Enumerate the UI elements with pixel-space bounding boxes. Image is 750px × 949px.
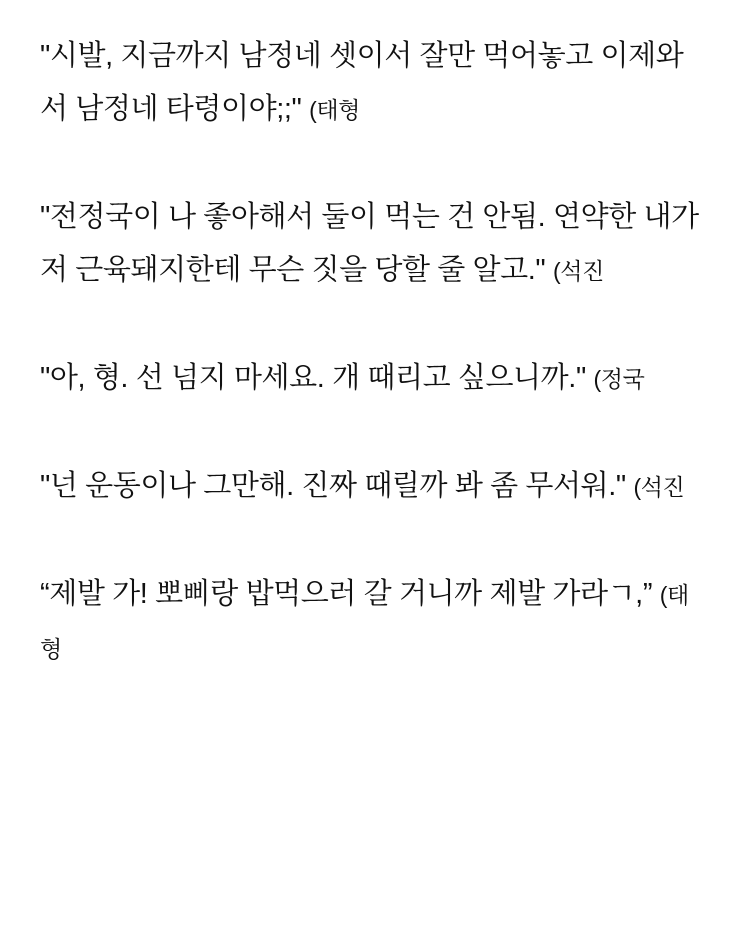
dialogue-quote: “제발 가! 뽀삐랑 밥먹으러 갈 거니까 제발 가라ㄱ,” <box>40 578 653 610</box>
dialogue-quote: "아, 형. 선 넘지 마세요. 개 때리고 싶으니까." <box>40 362 586 394</box>
dialogue-paragraph <box>40 568 710 676</box>
dialogue-paragraph <box>40 352 710 406</box>
dialogue-paragraph <box>40 191 710 298</box>
dialogue-quote: "시발, 지금까지 남정네 셋이서 잘만 먹어놓고 이제와서 남정네 타령이야;;" <box>40 40 684 125</box>
speaker-attribution: (정국 <box>593 366 645 392</box>
speaker-attribution: (석진 <box>553 258 604 284</box>
speaker-attribution: (석진 <box>633 474 685 500</box>
dialogue-quote: "넌 운동이나 그만해. 진짜 때릴까 봐 좀 무서워." <box>40 470 626 502</box>
dialogue-paragraph <box>40 30 710 137</box>
speaker-attribution: (태형 <box>309 97 361 123</box>
dialogue-paragraph <box>40 460 710 514</box>
dialogue-quote: "전정국이 나 좋아해서 둘이 먹는 건 안됨. 연약한 내가 저 근육돼지한테 무슨 짓을 당할 줄 알고." <box>40 201 699 286</box>
speaker-attribution: (태형 <box>40 582 689 662</box>
